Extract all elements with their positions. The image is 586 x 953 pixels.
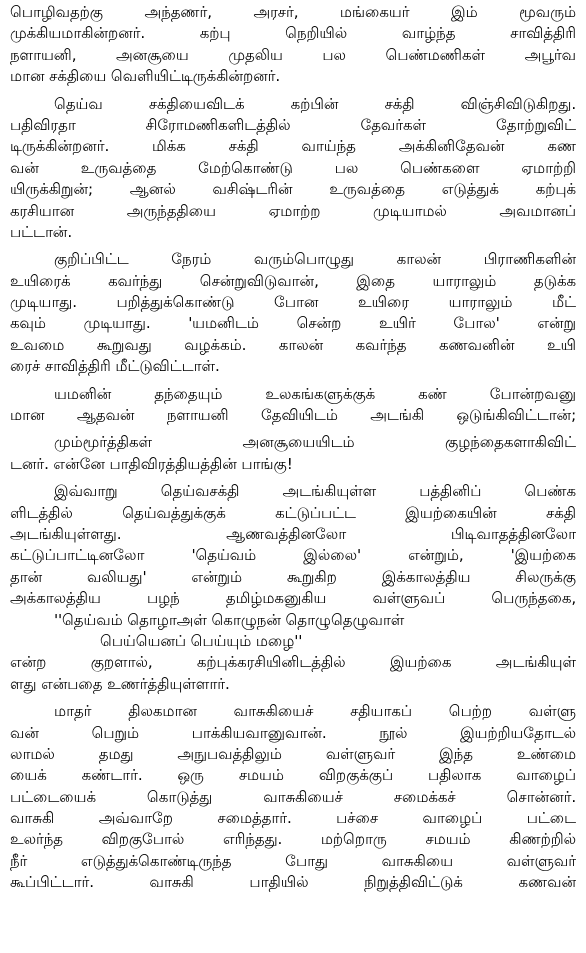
paragraph-6 [10, 481, 576, 695]
paragraph-4 [10, 384, 576, 427]
text-line: கரசியான அருந்ததியை ஏமாற்ற முடியாமல் அவமானப் [10, 201, 576, 220]
text-line: நீர் எடுத்துக்கொண்டிருந்த போது வாசுகியை வள்ளுவர் [10, 851, 576, 870]
text-line: என்ற குறளால், கற்புக்கரசியினிடத்தில் இயற்கை அடங்கியுள் [10, 653, 576, 672]
text-line: நளாயனி, அனசூயை முதலிய பல பெண்மணிகள் அபூர்வ [10, 45, 576, 64]
text-line: பொழிவதற்கு அந்தணர், அரசர், மங்கையர் இம் மூவரும் [10, 3, 576, 21]
text-line: மான ஆதவன் நளாயனி தேவியிடம் அடங்கி ஒடுங்கிவிட்டான்; [10, 406, 576, 425]
text-line: மாதர் திலகமான வாசுகியைச் சதியாகப் பெற்ற வள்ளு [54, 702, 576, 721]
text-line: மான சக்தியை வெளியிட்டிருக்கின்றனர். [10, 67, 280, 86]
text-line: டிருக்கின்றனர். மிக்க சக்தி வாய்ந்த அக்கினிதேவன் கண [10, 137, 576, 156]
text-line: உவமை கூறுவது வழக்கம். காலன் கவர்ந்த கணவனின் உயி [10, 335, 576, 354]
text-line: உயிரைக் கவர்ந்து சென்றுவிடுவான், இதை யாராலும் தடுக்க [10, 271, 576, 290]
paragraph-7 [10, 701, 576, 894]
text-line: முக்கியமாகின்றனர். கற்பு நெறியில் வாழ்ந்த சாவித்திரி [10, 24, 576, 43]
paragraph-3 [10, 249, 576, 377]
text-line: முடியாது. பறித்துக்கொண்டு போன உயிரை யாராலும் மீட் [10, 293, 576, 312]
kural-quote [10, 610, 576, 653]
text-line: வன் பெறும் பாக்கியவானுவான். நூல் இயற்றியதோடல் [10, 723, 576, 742]
text-line: உலர்ந்த விறகுபோல் எரிந்தது. மற்றொரு சமயம் கிணற்றில் [10, 830, 576, 849]
text-line: ளிடத்தில் தெய்வத்துக்குக் கட்டுப்பட்ட இயற்கையின் சக்தி [10, 503, 576, 522]
text-line: பதிவிரதா சிரோமணிகளிடத்தில் தேவர்கள் தோற்றுவிட் [10, 115, 576, 134]
text-line: ளது என்பதை உணர்த்தியுள்ளார். [10, 674, 230, 693]
paragraph-1 [10, 2, 576, 88]
text-line: அடங்கியுள்ளது. ஆணவத்தினலோ பிடிவாதத்தினலோ [10, 524, 576, 543]
text-line: யைக் கண்டார். ஒரு சமயம் விறகுக்குப் பதிலாக வாழைப் [10, 766, 576, 785]
text-line: கவும் முடியாது. 'யமனிடம் சென்ற உயிர் போல' என்று [10, 314, 576, 333]
text-line: வாசுகி அவ்வாறே சமைத்தார். பச்சை வாழைப் பட்டை [10, 809, 576, 828]
paragraph-5 [10, 432, 576, 475]
text-line: வன் உருவத்தை மேற்கொண்டு பல பெண்களை ஏமாற்றி [10, 158, 576, 177]
text-line: பட்டையைக் கொடுத்து வாசுகியைச் சமைக்கச் சொன்னர். [10, 787, 576, 806]
text-line: கட்டுப்பாட்டினலோ 'தெய்வம் இல்லை' என்றும், 'இயற்கை [10, 546, 576, 565]
text-line: லாமல் தமது அநுபவத்திலும் வள்ளுவர் இந்த உண்மை [10, 744, 576, 763]
text-line: தான் வலியது' என்றும் கூறுகிற இக்காலத்திய சிலருக்கு [10, 567, 576, 586]
quote-line: ''தெய்வம் தொழாஅள் கொழுநன் தொழுதெழுவாள் [54, 610, 405, 629]
text-line: யிருக்கிறுன்; ஆனல் வசிஷ்டரின் உருவத்தை எடுத்துக் கற்புக் [10, 180, 576, 199]
text-line: கூப்பிட்டார். வாசுகி பாதியில் நிறுத்திவிட்டுக் கணவன் [10, 873, 576, 892]
text-line: குறிப்பிட்ட நேரம் வரும்பொழுது காலன் பிராணிகளின் [54, 250, 576, 269]
text-line: பட்டான். [10, 222, 72, 241]
text-line: தெய்வ சக்தியைவிடக் கற்பின் சக்தி விஞ்சிவிடுகிறது. [54, 94, 576, 113]
quote-line: பெய்யெனப் பெய்யும் மழை'' [100, 631, 303, 650]
text-line: மும்மூர்த்திகள் அனசூயையிடம் குழந்தைகளாகிவிட் [54, 433, 576, 452]
text-line: இவ்வாறு தெய்வசக்தி அடங்கியுள்ள பத்தினிப் பெண்க [54, 482, 576, 501]
text-line: அக்காலத்திய பழந் தமிழ்மகனுகிய வள்ளுவப் பெருந்தகை, [10, 589, 576, 608]
text-line: யமனின் தந்தையும் உலகங்களுக்குக் கண் போன்றவனு [54, 384, 576, 403]
text-line: டனர். என்னே பாதிவிரத்தியத்தின் பாங்கு! [10, 454, 293, 473]
text-line: ரைச் சாவித்திரி மீட்டுவிட்டாள். [10, 357, 220, 376]
paragraph-2 [10, 94, 576, 244]
